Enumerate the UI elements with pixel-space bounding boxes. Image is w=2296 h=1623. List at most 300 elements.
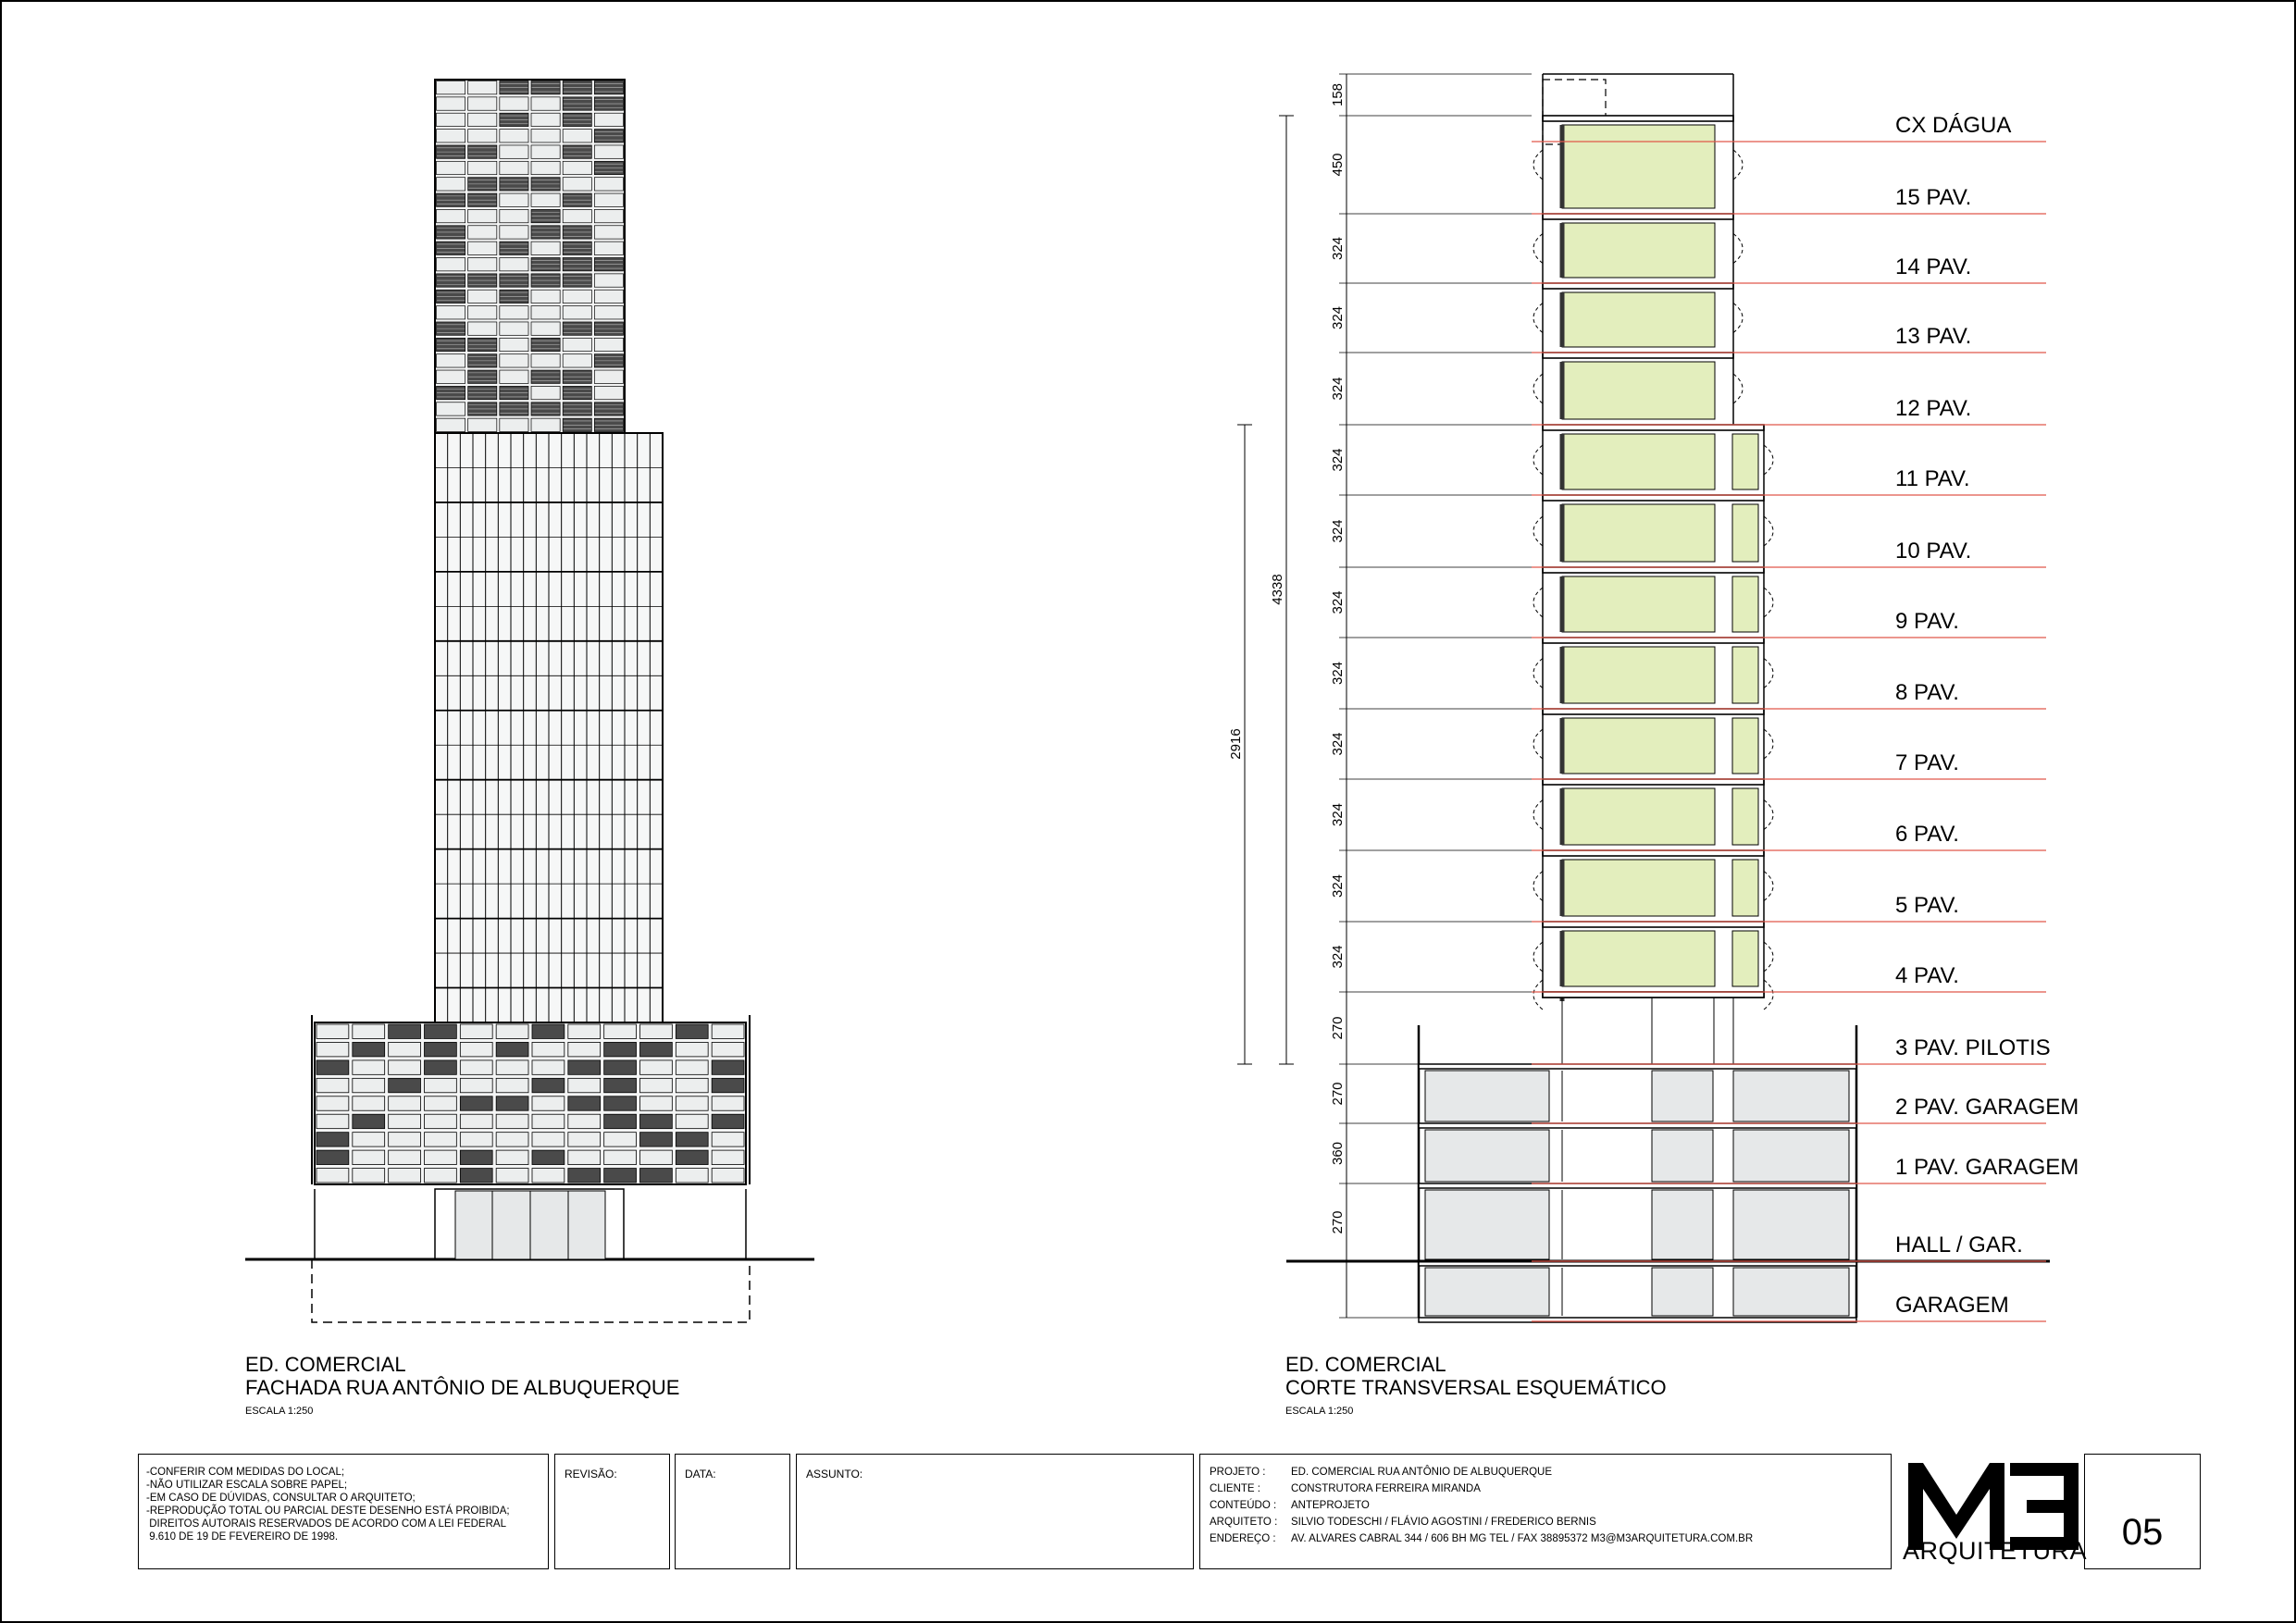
balcony-area xyxy=(1732,504,1758,562)
podium-panel xyxy=(353,1060,385,1074)
podium-panel xyxy=(640,1114,673,1128)
sunshade-right-icon xyxy=(1764,872,1773,901)
podium-panel xyxy=(425,1024,457,1038)
section-caption xyxy=(1285,1353,1667,1417)
level-label: 10 PAV. xyxy=(1895,539,1972,564)
level-label: 7 PAV. xyxy=(1895,750,1959,775)
tower-panel xyxy=(468,209,497,222)
garage-bay xyxy=(1652,1268,1713,1316)
podium-panel xyxy=(532,1114,565,1128)
tower-panel xyxy=(500,145,528,158)
tower-panel xyxy=(531,242,560,254)
podium-panel xyxy=(316,1133,349,1146)
podium-panel xyxy=(425,1096,457,1110)
tower-panel xyxy=(468,161,497,174)
tower-panel xyxy=(437,161,465,174)
tower-panel xyxy=(468,290,497,303)
podium-panel xyxy=(389,1114,421,1128)
section-tower-floors xyxy=(1533,74,1773,1064)
podium-panel xyxy=(640,1150,673,1164)
note-line: -REPRODUÇÃO TOTAL OU PARCIAL DESTE DESENHO ESTÁ PROIBIDA; xyxy=(146,1505,510,1517)
sunshade-left-icon xyxy=(1533,800,1543,830)
projeto-row xyxy=(1210,1464,1881,1481)
level-label: 6 PAV. xyxy=(1895,822,1959,847)
podium-panel xyxy=(353,1169,385,1183)
projeto-label: PROJETO : xyxy=(1210,1467,1266,1478)
sunshade-left-icon xyxy=(1533,729,1543,759)
elevation-caption xyxy=(245,1353,679,1417)
podium-panel xyxy=(712,1150,744,1164)
garage-bay xyxy=(1733,1130,1849,1182)
garage-bay xyxy=(1425,1071,1549,1121)
floor-slab xyxy=(1543,495,1764,501)
podium-panel xyxy=(389,1133,421,1146)
office-floor-area xyxy=(1562,362,1715,419)
podium-panel xyxy=(640,1024,673,1038)
podium-panel xyxy=(532,1169,565,1183)
podium-panel xyxy=(640,1042,673,1056)
floor-slab xyxy=(1543,709,1764,714)
floor-dimension-label: 324 xyxy=(1330,802,1346,827)
podium-panel xyxy=(676,1150,708,1164)
tower-panel xyxy=(500,354,528,367)
office-floor-area xyxy=(1562,223,1715,278)
arquiteto-row xyxy=(1210,1514,1881,1530)
podium-panel xyxy=(568,1096,601,1110)
tower-panel xyxy=(563,178,591,191)
floor-dimension-label: 324 xyxy=(1330,732,1346,756)
podium-panel xyxy=(460,1169,492,1183)
tower-panel xyxy=(468,113,497,126)
section-scale: ESCALA 1:250 xyxy=(1285,1405,1354,1417)
podium-panel xyxy=(316,1078,349,1092)
podium-panel xyxy=(460,1150,492,1164)
elevation-title: ED. COMERCIAL xyxy=(245,1353,406,1376)
revisao-label: REVISÃO: xyxy=(565,1468,617,1481)
tower-panel xyxy=(531,161,560,174)
podium-panel xyxy=(640,1133,673,1146)
balcony-area xyxy=(1732,860,1758,916)
tower-panel xyxy=(563,354,591,367)
tower-panel xyxy=(500,322,528,335)
podium-panel xyxy=(568,1169,601,1183)
elevation-upper-tower-facade xyxy=(435,80,663,433)
sunshade-right-icon xyxy=(1733,304,1743,333)
office-floor-area xyxy=(1562,504,1715,562)
floor-slab xyxy=(1543,779,1764,785)
note-line: -EM CASO DE DÚVIDAS, CONSULTAR O ARQUITETO; xyxy=(146,1493,416,1504)
office-floor-area xyxy=(1562,931,1715,986)
level-label: 13 PAV. xyxy=(1895,324,1972,349)
sunshade-left-icon xyxy=(1533,445,1543,475)
sunshade-right-icon xyxy=(1764,588,1773,617)
tower-panel xyxy=(594,193,623,206)
podium-panel xyxy=(640,1169,673,1183)
garage-bay xyxy=(1652,1130,1713,1182)
podium-panel xyxy=(532,1042,565,1056)
tower-panel xyxy=(437,209,465,222)
tower-panel xyxy=(594,145,623,158)
floor-dimension-label: 324 xyxy=(1330,236,1346,261)
podium-panel xyxy=(604,1042,637,1056)
podium-panel xyxy=(316,1096,349,1110)
podium-panel xyxy=(496,1024,528,1038)
podium-panel xyxy=(425,1078,457,1092)
podium-panel xyxy=(712,1078,744,1092)
podium-panel xyxy=(389,1042,421,1056)
tower-panel xyxy=(500,193,528,206)
tower-panel xyxy=(563,161,591,174)
tower-panel xyxy=(500,418,528,431)
podium-panel xyxy=(389,1060,421,1074)
tower-panel xyxy=(500,370,528,383)
podium-panel xyxy=(460,1133,492,1146)
tower-panel xyxy=(531,113,560,126)
podium-panel xyxy=(460,1042,492,1056)
tower-panel xyxy=(437,370,465,383)
tower-panel xyxy=(531,306,560,319)
podium-panel xyxy=(496,1060,528,1074)
elevation-foundation xyxy=(312,1259,750,1322)
podium-panel xyxy=(604,1096,637,1110)
level-label: 3 PAV. PILOTIS xyxy=(1895,1035,2051,1060)
podium-panel xyxy=(389,1078,421,1092)
garage-bay xyxy=(1425,1268,1549,1316)
podium-panel xyxy=(712,1114,744,1128)
sunshade-right-icon xyxy=(1764,800,1773,830)
podium-panel xyxy=(676,1114,708,1128)
office-floor-area xyxy=(1562,647,1715,703)
level-label: HALL / GAR. xyxy=(1895,1233,2023,1258)
tower-panel xyxy=(531,418,560,431)
podium-panel xyxy=(460,1024,492,1038)
conteudo-value: ANTEPROJETO xyxy=(1291,1500,1370,1511)
floor-slab xyxy=(1543,638,1764,643)
garage-slab xyxy=(1419,1183,1856,1188)
floor-slab xyxy=(1543,214,1733,219)
tower-panel xyxy=(468,81,497,94)
cliente-row xyxy=(1210,1481,1881,1497)
tower-panel xyxy=(468,322,497,335)
tower-panel xyxy=(531,322,560,335)
note-line: 9.610 DE 19 DE FEVEREIRO DE 1998. xyxy=(146,1531,339,1542)
tower-panel xyxy=(468,130,497,142)
tower-panel xyxy=(437,258,465,271)
tower-panel xyxy=(531,145,560,158)
sheet-number: 05 xyxy=(2121,1512,2164,1553)
podium-panel xyxy=(353,1150,385,1164)
tower-panel xyxy=(500,226,528,239)
podium-panel xyxy=(568,1042,601,1056)
sunshade-left-icon xyxy=(1533,942,1543,972)
elevation-subtitle: FACHADA RUA ANTÔNIO DE ALBUQUERQUE xyxy=(245,1376,680,1400)
podium-panel xyxy=(496,1078,528,1092)
floor-dimension-label: 324 xyxy=(1330,945,1346,969)
podium-panel xyxy=(460,1114,492,1128)
podium-panel xyxy=(604,1150,637,1164)
elevation-scale: ESCALA 1:250 xyxy=(245,1405,314,1417)
tower-panel xyxy=(594,370,623,383)
podium-panel xyxy=(712,1133,744,1146)
projeto-value: ED. COMERCIAL RUA ANTÔNIO DE ALBUQUERQUE xyxy=(1291,1467,1553,1478)
sunshade-left-icon xyxy=(1533,234,1543,264)
podium-panel xyxy=(568,1060,601,1074)
garage-bay xyxy=(1425,1190,1549,1259)
garage-bay xyxy=(1733,1071,1849,1121)
garage-slab xyxy=(1419,1123,1856,1128)
level-label: 15 PAV. xyxy=(1895,185,1972,210)
podium-panel xyxy=(425,1169,457,1183)
endereco-label: ENDEREÇO : xyxy=(1210,1533,1276,1544)
podium-panel xyxy=(389,1150,421,1164)
podium-panel xyxy=(532,1133,565,1146)
podium-panel xyxy=(425,1133,457,1146)
podium-panel xyxy=(568,1114,601,1128)
floor-slab xyxy=(1543,353,1733,358)
arquiteto-value: SILVIO TODESCHI / FLÁVIO AGOSTINI / FREDERICO BERNIS xyxy=(1291,1517,1596,1528)
podium-panel xyxy=(604,1133,637,1146)
sunshade-left-icon xyxy=(1533,659,1543,688)
podium-panel xyxy=(604,1169,637,1183)
logo-box xyxy=(1897,1454,2088,1569)
floor-dimension-label: 324 xyxy=(1330,448,1346,472)
garage-bay xyxy=(1733,1190,1849,1259)
tower-panel xyxy=(437,113,465,126)
podium-panel xyxy=(568,1150,601,1164)
podium-panel xyxy=(389,1096,421,1110)
revisao-box xyxy=(554,1454,670,1569)
level-label: CX DÁGUA xyxy=(1895,113,2012,138)
podium-panel xyxy=(496,1150,528,1164)
podium-panel xyxy=(676,1096,708,1110)
level-label: 14 PAV. xyxy=(1895,254,1972,279)
conteudo-row xyxy=(1210,1497,1881,1514)
podium-panel xyxy=(532,1078,565,1092)
podium-panel xyxy=(640,1078,673,1092)
podium-panel xyxy=(353,1096,385,1110)
level-label: 9 PAV. xyxy=(1895,609,1959,634)
podium-panel xyxy=(712,1024,744,1038)
level-label: 8 PAV. xyxy=(1895,680,1959,705)
section-title: ED. COMERCIAL xyxy=(1285,1353,1446,1376)
sunshade-right-icon xyxy=(1764,729,1773,759)
tower-panel xyxy=(531,97,560,110)
podium-panel xyxy=(532,1150,565,1164)
floor-dimension-label: 324 xyxy=(1330,661,1346,686)
overall-dimension-label: 2916 xyxy=(1228,728,1244,760)
tower-panel xyxy=(437,418,465,431)
floor-dimension-label: 270 xyxy=(1330,1016,1346,1040)
floor-slab xyxy=(1543,425,1764,430)
balcony-area xyxy=(1732,931,1758,986)
tower-panel xyxy=(500,161,528,174)
balcony-area xyxy=(1732,788,1758,845)
sunshade-left-icon xyxy=(1533,588,1543,617)
podium-panel xyxy=(604,1078,637,1092)
podium-panel xyxy=(676,1078,708,1092)
floor-dimension-label: 360 xyxy=(1330,1141,1346,1166)
garage-bay xyxy=(1425,1130,1549,1182)
elevation-ground-floor xyxy=(315,1189,746,1259)
tower-panel xyxy=(594,242,623,254)
sunshade-left-icon xyxy=(1533,516,1543,546)
floor-dimension-label: 270 xyxy=(1330,1082,1346,1106)
podium-panel xyxy=(389,1024,421,1038)
cliente-value: CONSTRUTORA FERREIRA MIRANDA xyxy=(1291,1483,1481,1494)
level-label: 5 PAV. xyxy=(1895,893,1959,918)
level-label: 11 PAV. xyxy=(1895,466,1970,491)
transfer-slab xyxy=(1543,992,1764,997)
podium-panel xyxy=(676,1133,708,1146)
tower-panel xyxy=(468,258,497,271)
tower-panel xyxy=(563,209,591,222)
podium-panel xyxy=(496,1096,528,1110)
notes-box xyxy=(138,1454,549,1569)
floor-dimension-label: 450 xyxy=(1330,153,1346,177)
podium-panel xyxy=(532,1024,565,1038)
podium-panel xyxy=(568,1024,601,1038)
logo-text: ARQUITETURA xyxy=(1903,1537,2088,1565)
level-label: 2 PAV. GARAGEM xyxy=(1895,1095,2079,1120)
tower-panel xyxy=(437,130,465,142)
sunshade-left-icon xyxy=(1533,150,1543,180)
balcony-area xyxy=(1732,434,1758,489)
garage-bay xyxy=(1733,1268,1849,1316)
tower-panel xyxy=(500,258,528,271)
sunshade-left-icon xyxy=(1533,980,1543,1010)
office-floor-area xyxy=(1562,718,1715,774)
podium-panel xyxy=(640,1096,673,1110)
garage-slab xyxy=(1419,1064,1856,1069)
note-line: DIREITOS AUTORAIS RESERVADOS DE ACORDO COM A LEI FEDERAL xyxy=(146,1518,506,1530)
arquiteto-label: ARQUITETO : xyxy=(1210,1517,1278,1528)
podium-panel xyxy=(676,1042,708,1056)
podium-panel xyxy=(353,1024,385,1038)
tower-panel xyxy=(437,306,465,319)
tower-panel xyxy=(594,306,623,319)
podium-panel xyxy=(676,1024,708,1038)
endereco-value: AV. ALVARES CABRAL 344 / 606 BH MG TEL / FAX 38895372 M3@M3ARQUITETURA.COM.BR xyxy=(1291,1533,1754,1544)
sunshade-right-icon xyxy=(1764,659,1773,688)
sunshade-left-icon xyxy=(1533,304,1543,333)
floor-dimension-label: 158 xyxy=(1330,82,1346,107)
note-line: -CONFERIR COM MEDIDAS DO LOCAL; xyxy=(146,1467,345,1478)
podium-panel xyxy=(316,1150,349,1164)
tower-panel xyxy=(594,178,623,191)
podium-panel xyxy=(712,1042,744,1056)
tower-panel xyxy=(594,113,623,126)
overall-dimension-label: 4338 xyxy=(1270,574,1285,605)
tower-panel xyxy=(500,130,528,142)
level-label: GARAGEM xyxy=(1895,1293,2009,1318)
podium-panel xyxy=(425,1060,457,1074)
project-info-box xyxy=(1199,1454,1892,1569)
podium-panel xyxy=(568,1078,601,1092)
tower-panel xyxy=(468,226,497,239)
sunshade-right-icon xyxy=(1733,150,1743,180)
elevation-podium-facade xyxy=(312,1015,750,1184)
podium-panel xyxy=(568,1133,601,1146)
podium-panel xyxy=(353,1042,385,1056)
tower-panel xyxy=(594,386,623,399)
tower-panel xyxy=(594,274,623,287)
floor-slab xyxy=(1543,283,1733,289)
level-label: 1 PAV. GARAGEM xyxy=(1895,1155,2079,1180)
floor-dimension-label: 270 xyxy=(1330,1210,1346,1234)
floor-dimension-label: 324 xyxy=(1330,873,1346,898)
tower-panel xyxy=(468,418,497,431)
floor-slab xyxy=(1543,922,1764,927)
level-label: 12 PAV. xyxy=(1895,396,1972,421)
tower-panel xyxy=(468,306,497,319)
sunshade-left-icon xyxy=(1533,374,1543,403)
podium-panel xyxy=(676,1169,708,1183)
tower-panel xyxy=(468,242,497,254)
podium-panel xyxy=(532,1060,565,1074)
podium-panel xyxy=(712,1169,744,1183)
tower-panel xyxy=(437,403,465,415)
sunshade-right-icon xyxy=(1764,942,1773,972)
sunshade-right-icon xyxy=(1733,374,1743,403)
podium-panel xyxy=(316,1024,349,1038)
podium-panel xyxy=(460,1060,492,1074)
tower-panel xyxy=(437,178,465,191)
podium-panel xyxy=(712,1096,744,1110)
office-floor-area xyxy=(1562,860,1715,916)
floor-dimension-label: 324 xyxy=(1330,305,1346,330)
tower-panel xyxy=(500,209,528,222)
data-box xyxy=(675,1454,790,1569)
office-floor-area xyxy=(1562,125,1715,208)
balcony-area xyxy=(1732,647,1758,703)
floor-slab xyxy=(1543,116,1733,121)
podium-panel xyxy=(316,1060,349,1074)
tower-panel xyxy=(500,338,528,351)
tower-panel xyxy=(563,306,591,319)
tower-panel xyxy=(563,338,591,351)
cross-section xyxy=(1228,74,2079,1322)
podium-panel xyxy=(389,1169,421,1183)
tower-panel xyxy=(500,97,528,110)
floor-dimension-label: 324 xyxy=(1330,590,1346,614)
tower-panel xyxy=(437,97,465,110)
data-label: DATA: xyxy=(685,1468,716,1481)
sunshade-right-icon xyxy=(1764,445,1773,475)
floor-dimension-label: 324 xyxy=(1330,377,1346,401)
level-label: 4 PAV. xyxy=(1895,963,1959,988)
garage-bay xyxy=(1652,1190,1713,1259)
podium-panel xyxy=(532,1096,565,1110)
section-subtitle: CORTE TRANSVERSAL ESQUEMÁTICO xyxy=(1285,1376,1667,1400)
tower-panel xyxy=(531,386,560,399)
podium-panel xyxy=(604,1060,637,1074)
tower-panel xyxy=(563,130,591,142)
tower-panel xyxy=(594,290,623,303)
sheet-number-box xyxy=(2084,1454,2201,1569)
office-floor-area xyxy=(1562,434,1715,489)
podium-panel xyxy=(460,1078,492,1092)
podium-panel xyxy=(316,1114,349,1128)
podium-panel xyxy=(425,1114,457,1128)
conteudo-label: CONTEÚDO : xyxy=(1210,1500,1277,1511)
office-floor-area xyxy=(1562,788,1715,845)
floor-slab xyxy=(1543,850,1764,856)
floor-slab xyxy=(1543,567,1764,573)
tower-panel xyxy=(594,209,623,222)
sunshade-right-icon xyxy=(1733,234,1743,264)
tower-panel xyxy=(500,306,528,319)
podium-panel xyxy=(316,1169,349,1183)
